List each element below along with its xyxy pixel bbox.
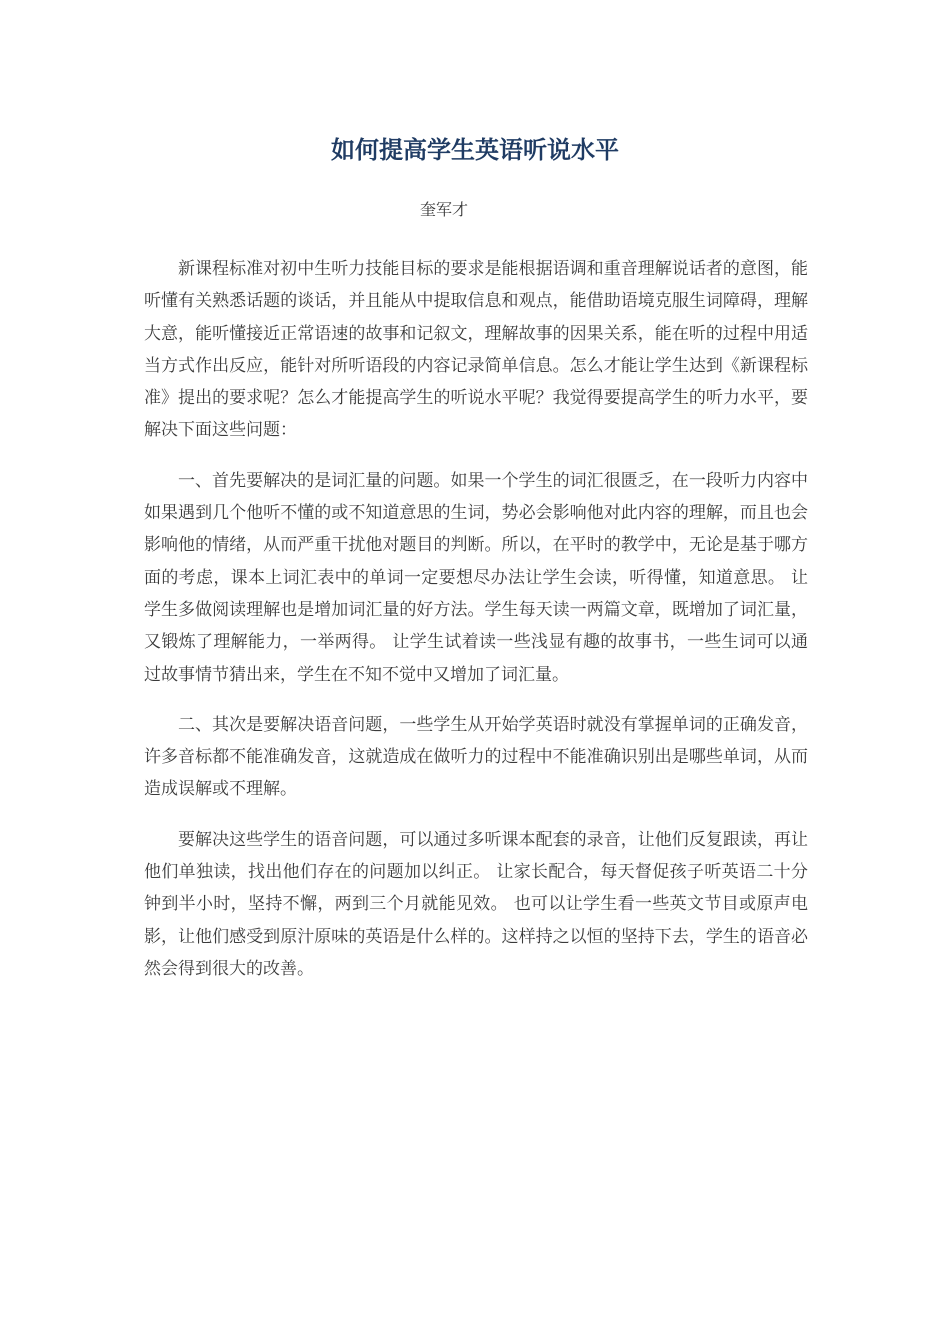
paragraph-pronunciation-solution: 要解决这些学生的语音问题，可以通过多听课本配套的录音，让他们反复跟读，再让他们单独读，找出他们存在的问题加以纠正。 让家长配合，每天督促孩子听英语二十分钟到半小时，坚持不懈，两到三个月就能见效。 也可以让学生看一些英文节目或原声电影，让他们感受到原汁原味的英语是什么样的。这样持之以恒的坚持下去，学生的语音必然会得到很大的改善。 (144, 829, 808, 979)
document-title: 如何提高学生英语听说水平 (331, 135, 619, 164)
document-author: 奎军才 (419, 200, 468, 219)
paragraph-vocabulary: 一、首先要解决的是词汇量的问题。如果一个学生的词汇很匮乏，在一段听力内容中如果遇到几个他听不懂的或不知道意思的生词，势必会影响他对此内容的理解，而且也会影响他的情绪，从而严重干扰他对题目的判断。所以，在平时的教学中，无论是基于哪方面的考虑，课本上词汇表中的单词一定要想尽办法让学生会读，听得懂，知道意思。 让学生多做阅读理解也是增加词汇量的好方法。学生每天读一两篇文章，既增加了词汇量，又锻炼了理解能力，一举两得。 让学生试着读一些浅显有趣的故事书，一些生词可以通过故事情节猜出来，学生在不知不觉中又增加了词汇量。 (144, 470, 808, 685)
document-body (144, 253, 808, 1003)
paragraph-pronunciation: 二、其次是要解决语音问题，一些学生从开始学英语时就没有掌握单词的正确发音，许多音标都不能准确发音，这就造成在做听力的过程中不能准确识别出是哪些单词，从而造成误解或不理解。 (144, 714, 808, 800)
paragraph-intro: 新课程标准对初中生听力技能目标的要求是能根据语调和重音理解说话者的意图，能听懂有关熟悉话题的谈话，并且能从中提取信息和观点，能借助语境克服生词障碍，理解大意，能听懂接近正常语速的故事和记叙文，理解故事的因果关系，能在听的过程中用适当方式作出反应，能针对所听语段的内容记录简单信息。怎么才能让学生达到《新课程标准》提出的要求呢？怎么才能提高学生的听说水平呢？我觉得要提高学生的听力水平，要解决下面这些问题： (144, 259, 808, 441)
